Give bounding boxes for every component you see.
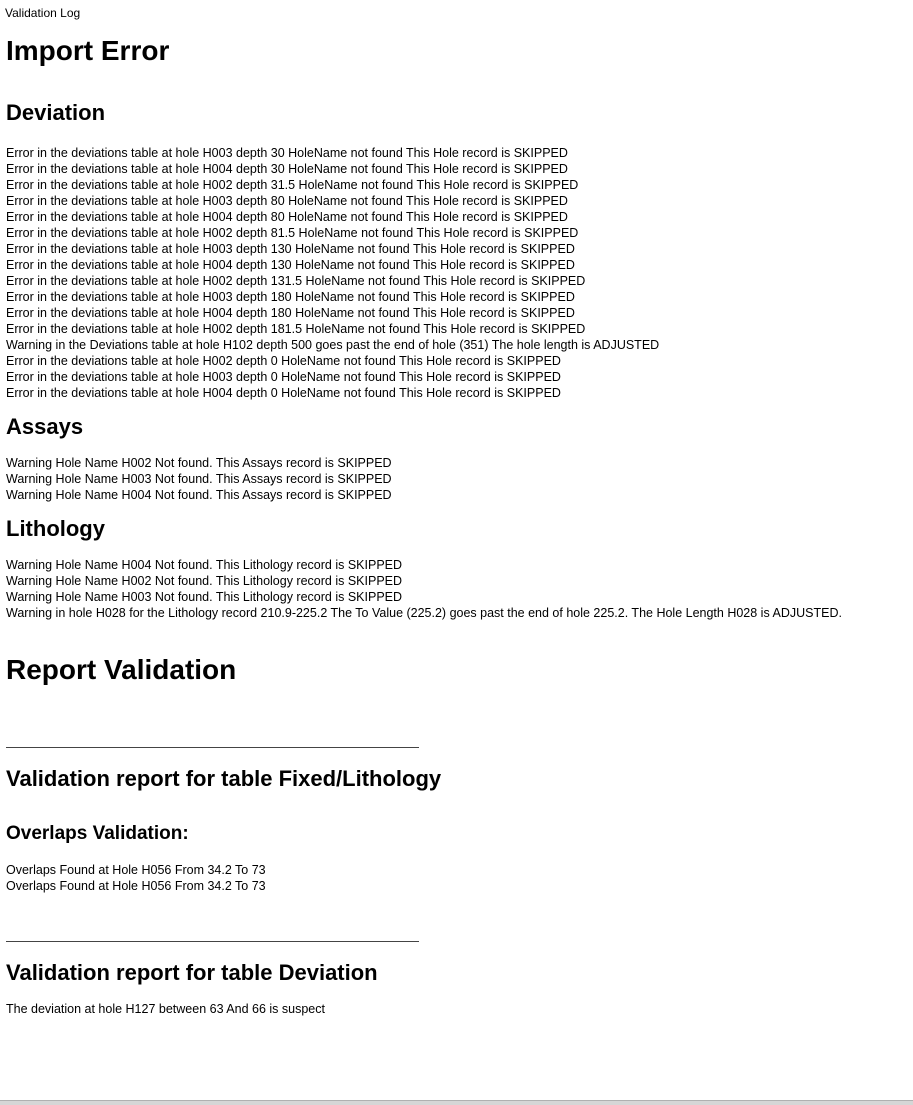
log-line: Error in the deviations table at hole H002 depth 131.5 HoleName not found This Hole record is SKIPPED	[6, 274, 586, 288]
assays-heading: Assays	[6, 414, 84, 439]
log-line: Overlaps Found at Hole H056 From 34.2 To 73	[6, 863, 266, 877]
log-line: Error in the deviations table at hole H002 depth 81.5 HoleName not found This Hole record is SKIPPED	[6, 226, 579, 240]
log-line: Warning in hole H028 for the Lithology record 210.9-225.2 The To Value (225.2) goes past the end of hole 225.2. The Hole Length H028 is ADJUSTED.	[6, 606, 842, 620]
log-line: Error in the deviations table at hole H004 depth 0 HoleName not found This Hole record is SKIPPED	[6, 386, 561, 400]
log-line: Warning Hole Name H002 Not found. This Assays record is SKIPPED	[6, 456, 392, 470]
window-title: Validation Log	[5, 6, 81, 20]
log-line: Warning Hole Name H003 Not found. This Lithology record is SKIPPED	[6, 590, 403, 604]
log-line: Error in the deviations table at hole H003 depth 0 HoleName not found This Hole record is SKIPPED	[6, 370, 561, 384]
lithology-heading: Lithology	[6, 516, 105, 541]
log-line: Error in the deviations table at hole H004 depth 180 HoleName not found This Hole record is SKIPPED	[6, 306, 575, 320]
deviation-report-heading: Validation report for table Deviation	[6, 960, 378, 985]
log-line: Warning Hole Name H002 Not found. This Lithology record is SKIPPED	[6, 574, 403, 588]
overlaps-list	[6, 862, 907, 894]
section-divider	[6, 941, 419, 942]
deviation-heading: Deviation	[6, 100, 106, 125]
log-line: Error in the deviations table at hole H004 depth 130 HoleName not found This Hole record is SKIPPED	[6, 258, 575, 272]
import-error-heading: Import Error	[6, 35, 170, 66]
log-line: Error in the deviations table at hole H004 depth 30 HoleName not found This Hole record is SKIPPED	[6, 162, 568, 176]
log-line: Error in the deviations table at hole H002 depth 181.5 HoleName not found This Hole record is SKIPPED	[6, 322, 586, 336]
log-line: Warning in the Deviations table at hole H102 depth 500 goes past the end of hole (351) The hole length is ADJUSTED	[6, 338, 660, 352]
log-line: Overlaps Found at Hole H056 From 34.2 To 73	[6, 879, 266, 893]
log-line: Warning Hole Name H003 Not found. This Assays record is SKIPPED	[6, 472, 392, 486]
lithology-report-heading: Validation report for table Fixed/Lithology	[6, 766, 442, 791]
overlaps-validation-heading: Overlaps Validation:	[6, 823, 189, 844]
log-line: Error in the deviations table at hole H002 depth 0 HoleName not found This Hole record is SKIPPED	[6, 354, 561, 368]
log-line: Error in the deviations table at hole H003 depth 180 HoleName not found This Hole record is SKIPPED	[6, 290, 575, 304]
log-line: Warning Hole Name H004 Not found. This Lithology record is SKIPPED	[6, 558, 403, 572]
log-line: The deviation at hole H127 between 63 And 66 is suspect	[6, 1002, 325, 1016]
report-validation-heading: Report Validation	[6, 654, 237, 685]
assays-warning-list	[6, 455, 907, 503]
log-line: Error in the deviations table at hole H003 depth 130 HoleName not found This Hole record is SKIPPED	[6, 242, 575, 256]
log-line: Error in the deviations table at hole H002 depth 31.5 HoleName not found This Hole record is SKIPPED	[6, 178, 579, 192]
section-divider	[6, 747, 419, 748]
log-line: Error in the deviations table at hole H004 depth 80 HoleName not found This Hole record is SKIPPED	[6, 210, 568, 224]
deviation-error-list	[6, 145, 907, 401]
lithology-warning-list	[6, 557, 907, 621]
log-line: Error in the deviations table at hole H003 depth 80 HoleName not found This Hole record is SKIPPED	[6, 194, 568, 208]
window-bottom-edge	[0, 1100, 913, 1105]
log-line: Warning Hole Name H004 Not found. This Assays record is SKIPPED	[6, 488, 392, 502]
log-line: Error in the deviations table at hole H003 depth 30 HoleName not found This Hole record is SKIPPED	[6, 146, 568, 160]
deviation-report-list	[6, 1001, 907, 1017]
log-content[interactable]	[0, 36, 913, 1017]
